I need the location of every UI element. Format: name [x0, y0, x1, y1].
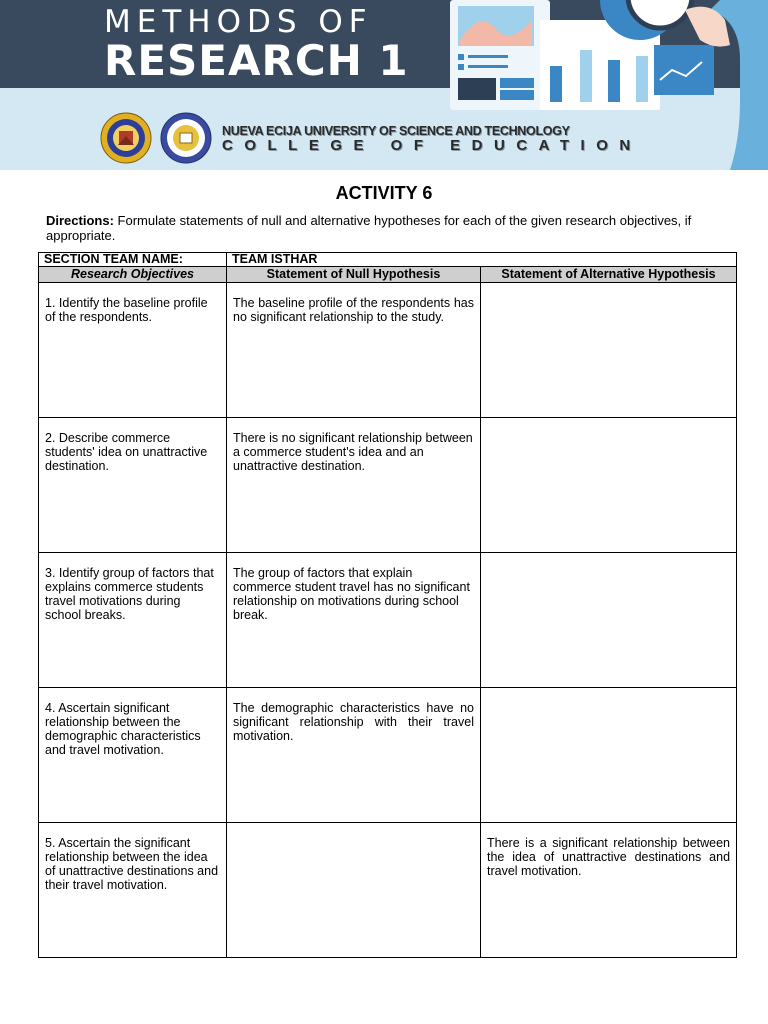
alternative-hypothesis-cell[interactable]	[481, 553, 736, 566]
table-row	[39, 823, 737, 958]
table-header-row	[39, 267, 737, 283]
alternative-hypothesis-cell[interactable]: There is a significant relationship between the idea of unattractive destinations and travel motivation.	[487, 836, 731, 878]
header-null-hypothesis: Statement of Null Hypothesis	[227, 267, 481, 283]
objective-cell: 2. Describe commerce students' idea on unattractive destination.	[45, 431, 208, 473]
directions-paragraph	[46, 213, 736, 243]
objective-cell: 4. Ascertain significant relationship between the demographic characteristics and travel motivation.	[45, 701, 201, 757]
course-title-line2: RESEARCH 1	[104, 36, 409, 85]
section-team-label: SECTION TEAM NAME:	[39, 253, 227, 267]
table-row	[39, 283, 737, 418]
course-title-line1: METHODS OF	[104, 4, 373, 40]
directions-label: Directions:	[46, 213, 114, 228]
objective-cell: 3. Identify group of factors that explains commerce students travel motivations during school breaks.	[45, 566, 214, 622]
objective-cell: 1. Identify the baseline profile of the respondents.	[45, 296, 208, 324]
alternative-hypothesis-cell[interactable]	[481, 688, 736, 701]
team-name-value: TEAM ISTHAR	[227, 253, 737, 267]
university-seal-logo	[98, 112, 154, 164]
team-name-row	[39, 253, 737, 267]
null-hypothesis-cell[interactable]: The baseline profile of the respondents has no significant relationship to the study.	[233, 296, 474, 324]
table-row	[39, 553, 737, 688]
college-seal-logo	[158, 112, 214, 164]
null-hypothesis-cell[interactable]	[227, 823, 480, 836]
alternative-hypothesis-cell[interactable]	[481, 283, 736, 296]
null-hypothesis-cell[interactable]: There is no significant relationship between a commerce student's idea and an unattractive destination.	[233, 431, 473, 473]
table-row	[39, 688, 737, 823]
hypotheses-table	[38, 252, 737, 958]
objective-cell: 5. Ascertain the significant relationship between the idea of unattractive destinations and their travel motivation.	[45, 836, 219, 892]
header-banner	[0, 0, 768, 170]
table-row	[39, 418, 737, 553]
college-name: COLLEGE OF EDUCATION	[222, 137, 642, 154]
directions-text: Formulate statements of null and alternative hypotheses for each of the given research objectives, if appropriate.	[46, 213, 692, 243]
activity-title: ACTIVITY 6	[335, 183, 433, 203]
research-illustration-icon	[440, 0, 768, 170]
header-research-objectives: Research Objectives	[39, 267, 227, 283]
null-hypothesis-cell[interactable]: The group of factors that explain commerce student travel has no significant relationship on motivations during school break.	[233, 566, 470, 622]
header-alternative-hypothesis: Statement of Alternative Hypothesis	[481, 267, 737, 283]
university-name: NUEVA ECIJA UNIVERSITY OF SCIENCE AND TECHNOLOGY	[222, 124, 570, 138]
alternative-hypothesis-cell[interactable]	[481, 418, 736, 431]
null-hypothesis-cell[interactable]: The demographic characteristics have no significant relationship with their travel motivation.	[233, 701, 474, 743]
